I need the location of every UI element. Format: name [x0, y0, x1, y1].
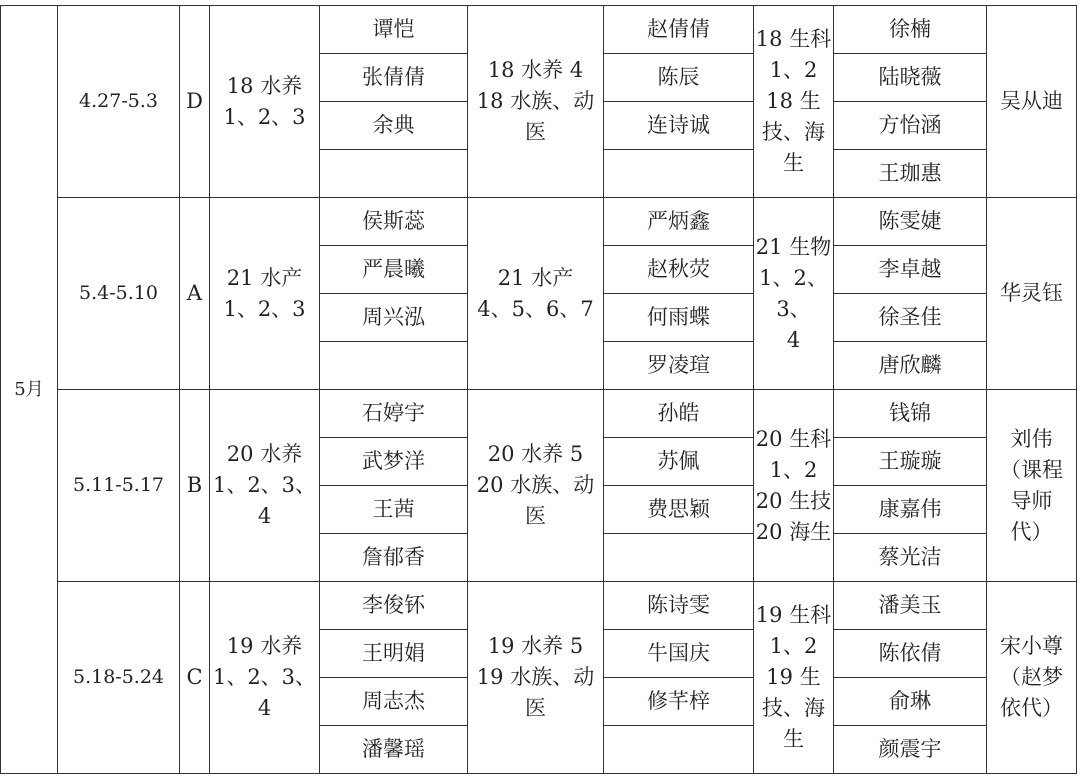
week-range: 5.11-5.17 — [58, 390, 180, 582]
student-name-b: 赵秋荧 — [604, 246, 754, 294]
class-group-b: 18 水养 4 18 水族、动 医 — [468, 6, 604, 198]
table-row — [1, 198, 1077, 246]
student-name-b — [604, 150, 754, 198]
student-name-a: 谭恺 — [320, 6, 468, 54]
class-group-b: 19 水养 5 19 水族、动 医 — [468, 582, 604, 774]
student-name-b: 修芊梓 — [604, 678, 754, 726]
student-name-b: 连诗诚 — [604, 102, 754, 150]
student-name-c: 王珈惠 — [834, 150, 987, 198]
student-name-b: 苏佩 — [604, 438, 754, 486]
group-letter: A — [180, 198, 210, 390]
student-name-c: 陈雯婕 — [834, 198, 987, 246]
student-name-c: 徐楠 — [834, 6, 987, 54]
student-name-c: 陆晓薇 — [834, 54, 987, 102]
student-name-a: 李俊钚 — [320, 582, 468, 630]
student-name-b: 赵倩倩 — [604, 6, 754, 54]
student-name-c: 蔡光洁 — [834, 534, 987, 582]
student-name-c: 潘美玉 — [834, 582, 987, 630]
student-name-c: 陈依倩 — [834, 630, 987, 678]
student-name-a: 潘馨瑶 — [320, 726, 468, 774]
teacher-name: 宋小尊 （赵梦 依代） — [987, 582, 1077, 774]
student-name-b: 牛国庆 — [604, 630, 754, 678]
teacher-name: 刘伟 （课程 导师 代） — [987, 390, 1077, 582]
student-name-a: 王明娟 — [320, 630, 468, 678]
table-row — [1, 390, 1077, 438]
class-group-a: 20 水养 1、2、3、 4 — [210, 390, 320, 582]
student-name-c: 康嘉伟 — [834, 486, 987, 534]
week-range: 5.4-5.10 — [58, 198, 180, 390]
class-group-a: 19 水养 1、2、3、 4 — [210, 582, 320, 774]
class-group-b: 21 水产 4、5、6、7 — [468, 198, 604, 390]
student-name-a: 侯斯蕊 — [320, 198, 468, 246]
student-name-a: 石婷宇 — [320, 390, 468, 438]
student-name-a: 王茜 — [320, 486, 468, 534]
class-group-c: 19 生科 1、2 19 生 技、海 生 — [754, 582, 834, 774]
student-name-c: 唐欣麟 — [834, 342, 987, 390]
student-name-a — [320, 150, 468, 198]
duty-schedule-table — [0, 5, 1077, 774]
student-name-c: 钱锦 — [834, 390, 987, 438]
class-group-a: 21 水产 1、2、3 — [210, 198, 320, 390]
student-name-b: 严炳鑫 — [604, 198, 754, 246]
student-name-a: 周志杰 — [320, 678, 468, 726]
student-name-c: 徐圣佳 — [834, 294, 987, 342]
teacher-name: 吴从迪 — [987, 6, 1077, 198]
student-name-a: 严晨曦 — [320, 246, 468, 294]
student-name-b: 陈诗雯 — [604, 582, 754, 630]
class-group-c: 20 生科 1、2 20 生技 20 海生 — [754, 390, 834, 582]
class-group-c: 21 生物 1、2、3、 4 — [754, 198, 834, 390]
month-cell: 5月 — [1, 6, 58, 774]
class-group-c: 18 生科 1、2 18 生 技、海 生 — [754, 6, 834, 198]
group-letter: C — [180, 582, 210, 774]
student-name-b — [604, 534, 754, 582]
student-name-b: 费思颖 — [604, 486, 754, 534]
student-name-b — [604, 726, 754, 774]
student-name-c: 王璇璇 — [834, 438, 987, 486]
student-name-b: 陈辰 — [604, 54, 754, 102]
schedule-table-wrapper — [0, 5, 1077, 774]
group-letter: D — [180, 6, 210, 198]
group-letter: B — [180, 390, 210, 582]
student-name-a: 詹郁香 — [320, 534, 468, 582]
student-name-c: 李卓越 — [834, 246, 987, 294]
student-name-a: 张倩倩 — [320, 54, 468, 102]
student-name-c: 俞琳 — [834, 678, 987, 726]
student-name-a: 周兴泓 — [320, 294, 468, 342]
week-range: 5.18-5.24 — [58, 582, 180, 774]
student-name-a: 武梦洋 — [320, 438, 468, 486]
student-name-a: 余典 — [320, 102, 468, 150]
student-name-b: 孙皓 — [604, 390, 754, 438]
student-name-b: 罗凌瑄 — [604, 342, 754, 390]
student-name-a — [320, 342, 468, 390]
student-name-b: 何雨蝶 — [604, 294, 754, 342]
week-range: 4.27-5.3 — [58, 6, 180, 198]
student-name-c: 颜震宇 — [834, 726, 987, 774]
class-group-a: 18 水养 1、2、3 — [210, 6, 320, 198]
class-group-b: 20 水养 5 20 水族、动 医 — [468, 390, 604, 582]
student-name-c: 方怡涵 — [834, 102, 987, 150]
table-row — [1, 582, 1077, 630]
teacher-name: 华灵钰 — [987, 198, 1077, 390]
table-row — [1, 6, 1077, 54]
